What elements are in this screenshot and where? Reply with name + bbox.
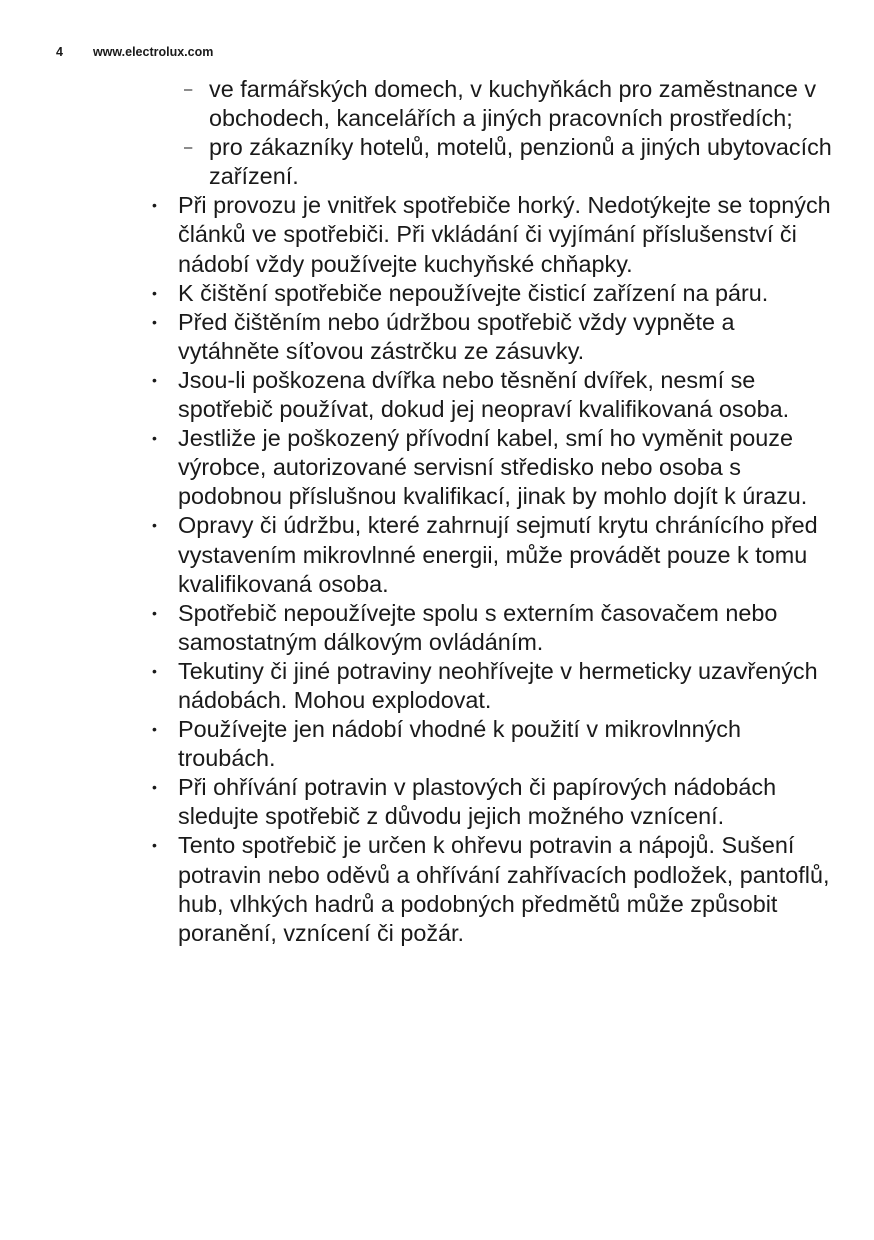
dash-item: – ve farmářských domech, v kuchyňkách pro zaměstnance v obchodech, kancelářích a jiných pracovních prostředích; — [152, 75, 842, 133]
page-number: 4 — [56, 45, 63, 59]
bullet-item: • Používejte jen nádobí vhodné k použití v mikrovlnných troubách. — [152, 715, 842, 773]
website-url: www.electrolux.com — [92, 45, 214, 59]
bullet-item: • Při provozu je vnitřek spotřebiče horký. Nedotýkejte se topných článků ve spotřebiči. Při vkládání či vyjímání příslušenství či nádobí vždy používejte kuchyňské chňapky. — [152, 191, 842, 278]
bullet-item: • Při ohřívání potravin v plastových či papírových nádobách sledujte spotřebič z důvodu jejich možného vznícení. — [152, 773, 842, 831]
bullet-item: • Tento spotřebič je určen k ohřevu potravin a nápojů. Sušení potravin nebo oděvů a ohřívání zahřívacích podložek, pantoflů, hub, vlhkých hadrů a podobných předmětů může způsobit poranění, vznícení či požár. — [152, 831, 842, 947]
page-header — [56, 45, 213, 59]
bullet-item: • Jestliže je poškozený přívodní kabel, smí ho vyměnit pouze výrobce, autorizované servisní středisko nebo osoba s podobnou příslušnou kvalifikací, jinak by mohlo dojít k úrazu. — [152, 424, 842, 511]
bullet-list — [152, 191, 842, 947]
bullet-item: • Jsou-li poškozena dvířka nebo těsnění dvířek, nesmí se spotřebič používat, dokud jej neopraví kvalifikovaná osoba. — [152, 366, 842, 424]
dash-list — [152, 75, 842, 191]
bullet-item: • K čištění spotřebiče nepoužívejte čisticí zařízení na páru. — [152, 279, 842, 308]
bullet-item: • Spotřebič nepoužívejte spolu s externím časovačem nebo samostatným dálkovým ovládáním. — [152, 599, 842, 657]
bullet-item: • Opravy či údržbu, které zahrnují sejmutí krytu chránícího před vystavením mikrovlnné energii, může provádět pouze k tomu kvalifikovaná osoba. — [152, 511, 842, 598]
safety-instructions — [152, 75, 842, 948]
dash-item: – pro zákazníky hotelů, motelů, penzionů a jiných ubytovacích zařízení. — [152, 133, 842, 191]
bullet-item: • Před čištěním nebo údržbou spotřebič vždy vypněte a vytáhněte síťovou zástrčku ze zásuvky. — [152, 308, 842, 366]
bullet-item: • Tekutiny či jiné potraviny neohřívejte v hermeticky uzavřených nádobách. Mohou explodovat. — [152, 657, 842, 715]
